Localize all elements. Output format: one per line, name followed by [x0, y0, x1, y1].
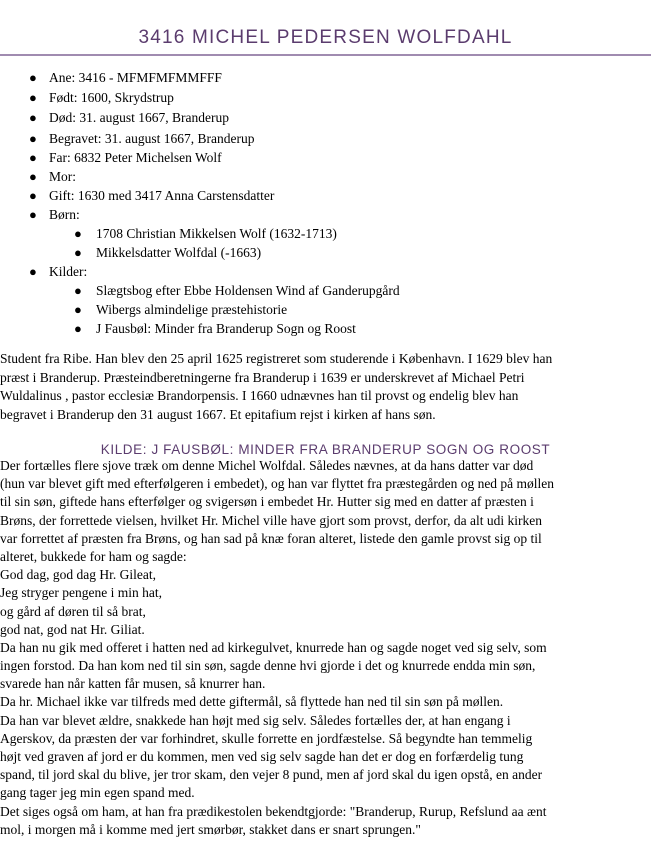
list-item	[74, 243, 262, 262]
source-item: J Fausbøl: Minder fra Branderup Sogn og Roost	[96, 321, 356, 336]
fact-dod: Død: 31. august 1667, Branderup	[49, 110, 229, 125]
text-line: højt ved graven af jord er du kommen, men ved sig selv sagde han det er dog en forfærdelig tung	[0, 749, 524, 764]
bullet-icon: ●	[29, 207, 37, 222]
list-item	[74, 281, 400, 300]
list-item	[74, 300, 288, 319]
text-line: (hun var blevet gift med efterfølgeren i embedet), og han var flyttet fra præstegården og ned på møllen	[0, 476, 555, 492]
bullet-icon: ●	[74, 283, 82, 298]
bullet-icon: ●	[74, 321, 82, 336]
list-item	[29, 68, 222, 87]
section-heading: KILDE: J FAUSBØL: MINDER FRA BRANDERUP SOGN OG ROOST	[100, 442, 551, 457]
text-line: svarede han når katten får musen, så knurrer han.	[0, 676, 266, 692]
text-line: alteret, bukkede for ham og sagde:	[0, 548, 187, 564]
text-line: gang tager jeg min egen spand med.	[0, 785, 195, 801]
bullet-icon: ●	[29, 169, 37, 184]
text-line: Da han var blevet ældre, snakkede han højt med sig selv. Således fortælles der, at han engang i	[0, 712, 511, 728]
list-item	[29, 205, 80, 224]
text-line: Student fra Ribe. Han blev den 25 april 1625 registreret som studerende i København. I 1629 blev han	[0, 351, 553, 366]
list-item	[29, 148, 222, 167]
fact-ane: Ane: 3416 - MFMFMFMMFFF	[49, 70, 222, 85]
list-item	[29, 186, 275, 205]
verse-line: og gård af døren til så brat,	[0, 603, 146, 619]
text-line: ingen forstod. Da han kom ned til sin søn, sagde denne hvi gjorde i det og knurrede endda min søn,	[0, 658, 536, 674]
list-item	[29, 88, 174, 107]
list-item	[74, 224, 337, 243]
fact-mor: Mor:	[49, 169, 76, 184]
text-line: Da hr. Michael ikke var tilfreds med dette giftermål, så flyttede han ned til sin søn på møllen.	[0, 694, 504, 710]
biography-paragraph	[0, 350, 651, 424]
list-item	[29, 167, 76, 186]
list-item	[29, 129, 255, 148]
bullet-icon: ●	[29, 70, 37, 85]
story-text	[0, 457, 651, 839]
bullet-icon: ●	[29, 110, 37, 125]
fact-born-label: Børn:	[49, 207, 80, 222]
text-line: Det siges også om ham, at han fra prædikestolen bekendtgjorde: "Branderup, Rurup, Refslund aa ænt	[0, 803, 547, 819]
text-line: var forrettet af præsten fra Brøns, og han sad på knæ foran alteret, listede den gamle provst sig op til	[0, 530, 542, 546]
source-item: Wibergs almindelige præstehistorie	[96, 302, 288, 317]
text-line: spand, til jord skal du blive, jer tror skam, den vejer 8 pund, men af jord skal du igen opstå, en ander	[0, 767, 543, 783]
text-line: mol, i morgen må i komme med jert smørbør, stakket dans er snart sprungen."	[0, 821, 421, 837]
bullet-icon: ●	[74, 302, 82, 317]
source-item: Slægtsbog efter Ebbe Holdensen Wind af Ganderupgård	[96, 283, 400, 298]
text-line: Agerskov, da præsten der var forhindret, skulle forrette en jordfæstelse. Så begyndte han temmelig	[0, 730, 533, 746]
text-line: Wuldalinus , pastor ecclesiæ Brandorpensis. I 1660 udnævnes han til provst og endelig blev han	[0, 388, 519, 403]
text-line: Da han nu gik med offeret i hatten ned ad kirkegulvet, knurrede han og sagde noget ved sig selv, som	[0, 639, 547, 655]
text-line: begravet i Branderup den 31 august 1667. Et epitafium rejst i kirken af hans søn.	[0, 406, 436, 422]
text-line: Der fortælles flere sjove træk om denne Michel Wolfdal. Således nævnes, at da hans datter var død	[0, 458, 534, 473]
page-title: 3416 MICHEL PEDERSEN WOLFDAHL	[138, 27, 513, 48]
child-item: 1708 Christian Mikkelsen Wolf (1632-1713)	[96, 226, 337, 241]
text-line: til sin søn, giftede hans efterfølger og svigersøn i embedet Hr. Hutter sig med en datter af præsten i	[0, 494, 534, 510]
list-item	[29, 262, 88, 281]
verse-line: Jeg stryger pengene i min hat,	[0, 585, 162, 601]
list-item	[29, 108, 229, 127]
bullet-icon: ●	[29, 188, 37, 203]
bullet-icon: ●	[29, 90, 37, 105]
child-item: Mikkelsdatter Wolfdal (-1663)	[96, 245, 262, 260]
bullet-icon: ●	[74, 245, 82, 260]
verse-line: God dag, god dag Hr. Gileat,	[0, 567, 156, 583]
list-item	[74, 319, 356, 338]
bullet-icon: ●	[74, 226, 82, 241]
text-line: Brøns, der forrettede vielsen, hvilket Hr. Michel ville have gjort som provst, derfor, da alt udi kirken	[0, 512, 542, 528]
fact-fodt: Født: 1600, Skrydstrup	[49, 90, 174, 105]
bullet-icon: ●	[29, 131, 37, 146]
fact-kilder-label: Kilder:	[49, 264, 88, 279]
bullet-icon: ●	[29, 150, 37, 165]
bullet-icon: ●	[29, 264, 37, 279]
verse-line: god nat, god nat Hr. Giliat.	[0, 621, 145, 637]
title-underline	[0, 54, 651, 56]
text-line: præst i Branderup. Præsteindberetningerne fra Branderup i 1639 er underskrevet af Michael Petri	[0, 369, 525, 385]
fact-gift: Gift: 1630 med 3417 Anna Carstensdatter	[49, 188, 275, 203]
fact-begravet: Begravet: 31. august 1667, Branderup	[49, 131, 255, 146]
fact-far: Far: 6832 Peter Michelsen Wolf	[49, 150, 222, 165]
